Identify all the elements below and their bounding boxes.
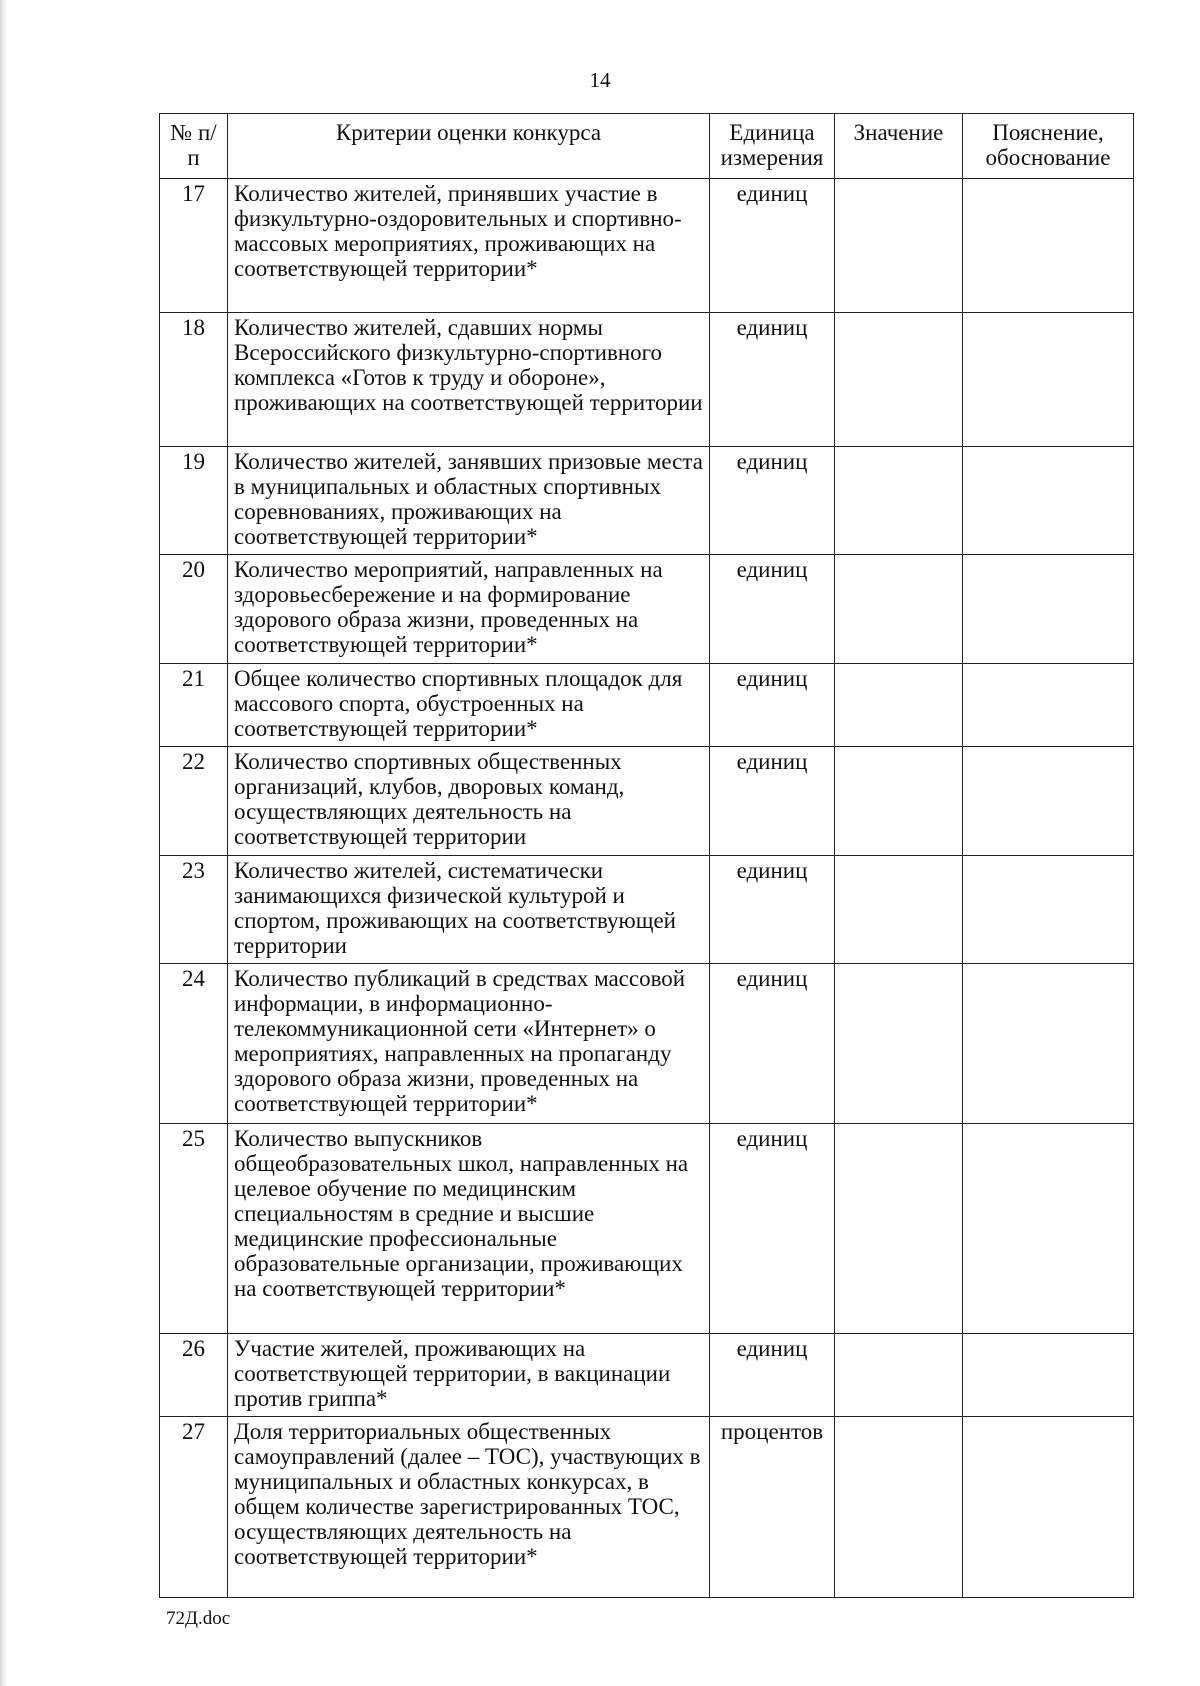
row-explanation [963, 447, 1134, 555]
page-number: 14 [589, 68, 611, 92]
row-explanation [963, 964, 1134, 1124]
footer-filename: 72Д.doc [166, 1608, 231, 1629]
row-unit: единиц [710, 555, 835, 664]
row-explanation [963, 747, 1134, 856]
table-row [160, 179, 1134, 313]
row-explanation [963, 179, 1134, 313]
row-unit: единиц [710, 313, 835, 447]
table-row [160, 1417, 1134, 1598]
table-row [160, 313, 1134, 447]
row-unit: единиц [710, 664, 835, 747]
row-value [835, 747, 963, 856]
row-criterion: Количество жителей, сдавших нормы Всероссийского физкультурно-спортивного комплекса «Готов к труду и обороне», проживающих на соответствующей территории [228, 313, 710, 447]
row-number: 17 [160, 179, 228, 313]
row-number: 27 [160, 1417, 228, 1598]
row-number: 22 [160, 747, 228, 856]
row-criterion: Количество мероприятий, направленных на здоровьесбережение и на формирование здорового образа жизни, проведенных на соответствующей территории* [228, 555, 710, 664]
row-number: 18 [160, 313, 228, 447]
row-number: 20 [160, 555, 228, 664]
header-value: Значение [835, 114, 963, 179]
table-body [160, 179, 1134, 1598]
row-unit: единиц [710, 447, 835, 555]
row-value [835, 555, 963, 664]
row-criterion: Количество публикаций в средствах массовой информации, в информационно-телекоммуникационной сети «Интернет» о мероприятиях, направленных на пропаганду здорового образа жизни, проведенных на соответствующей территории* [228, 964, 710, 1124]
row-unit: процентов [710, 1417, 835, 1598]
row-criterion: Общее количество спортивных площадок для массового спорта, обустроенных на соответствующей территории* [228, 664, 710, 747]
header-criterion: Критерии оценки конкурса [228, 114, 710, 179]
row-unit: единиц [710, 964, 835, 1124]
row-unit: единиц [710, 179, 835, 313]
header-explanation: Пояснение, обоснование [963, 114, 1134, 179]
row-criterion: Доля территориальных общественных самоуправлений (далее – ТОС), участвующих в муниципальных и областных конкурсах, в общем количестве зарегистрированных ТОС, осуществляющих деятельность на соответствующей территории* [228, 1417, 710, 1598]
row-number: 19 [160, 447, 228, 555]
row-criterion: Количество жителей, занявших призовые места в муниципальных и областных спортивных соревнованиях, проживающих на соответствующей территории* [228, 447, 710, 555]
table-row [160, 664, 1134, 747]
row-number: 23 [160, 856, 228, 964]
row-unit: единиц [710, 1124, 835, 1334]
table-row [160, 964, 1134, 1124]
table-row [160, 1334, 1134, 1417]
row-value [835, 313, 963, 447]
row-number: 26 [160, 1334, 228, 1417]
table-row [160, 1124, 1134, 1334]
row-unit: единиц [710, 856, 835, 964]
row-criterion: Участие жителей, проживающих на соответствующей территории, в вакцинации против гриппа* [228, 1334, 710, 1417]
row-unit: единиц [710, 747, 835, 856]
row-value [835, 1417, 963, 1598]
row-explanation [963, 1334, 1134, 1417]
table-row [160, 447, 1134, 555]
row-explanation [963, 555, 1134, 664]
row-criterion: Количество спортивных общественных организаций, клубов, дворовых команд, осуществляющих деятельность на соответствующей территории [228, 747, 710, 856]
row-explanation [963, 856, 1134, 964]
row-value [835, 1124, 963, 1334]
row-explanation [963, 664, 1134, 747]
row-explanation [963, 1417, 1134, 1598]
row-criterion: Количество жителей, систематически занимающихся физической культурой и спортом, проживающих на соответствующей территории [228, 856, 710, 964]
row-unit: единиц [710, 1334, 835, 1417]
criteria-table [159, 113, 1134, 1598]
header-number: № п/п [160, 114, 228, 179]
row-number: 24 [160, 964, 228, 1124]
table-row [160, 555, 1134, 664]
row-number: 25 [160, 1124, 228, 1334]
row-value [835, 856, 963, 964]
row-explanation [963, 1124, 1134, 1334]
row-criterion: Количество жителей, принявших участие в физкультурно-оздоровительных и спортивно-массовых мероприятиях, проживающих на соответствующей территории* [228, 179, 710, 313]
table-row [160, 747, 1134, 856]
scan-edge [0, 0, 8, 1686]
row-value [835, 664, 963, 747]
header-unit: Единица измерения [710, 114, 835, 179]
table-row [160, 856, 1134, 964]
row-criterion: Количество выпускников общеобразовательных школ, направленных на целевое обучение по медицинским специальностям в средние и высшие медицинские профессиональные образовательные организации, проживающих на соответствующей территории* [228, 1124, 710, 1334]
row-value [835, 179, 963, 313]
row-number: 21 [160, 664, 228, 747]
table-header-row [160, 114, 1134, 179]
row-value [835, 964, 963, 1124]
row-explanation [963, 313, 1134, 447]
row-value [835, 447, 963, 555]
row-value [835, 1334, 963, 1417]
